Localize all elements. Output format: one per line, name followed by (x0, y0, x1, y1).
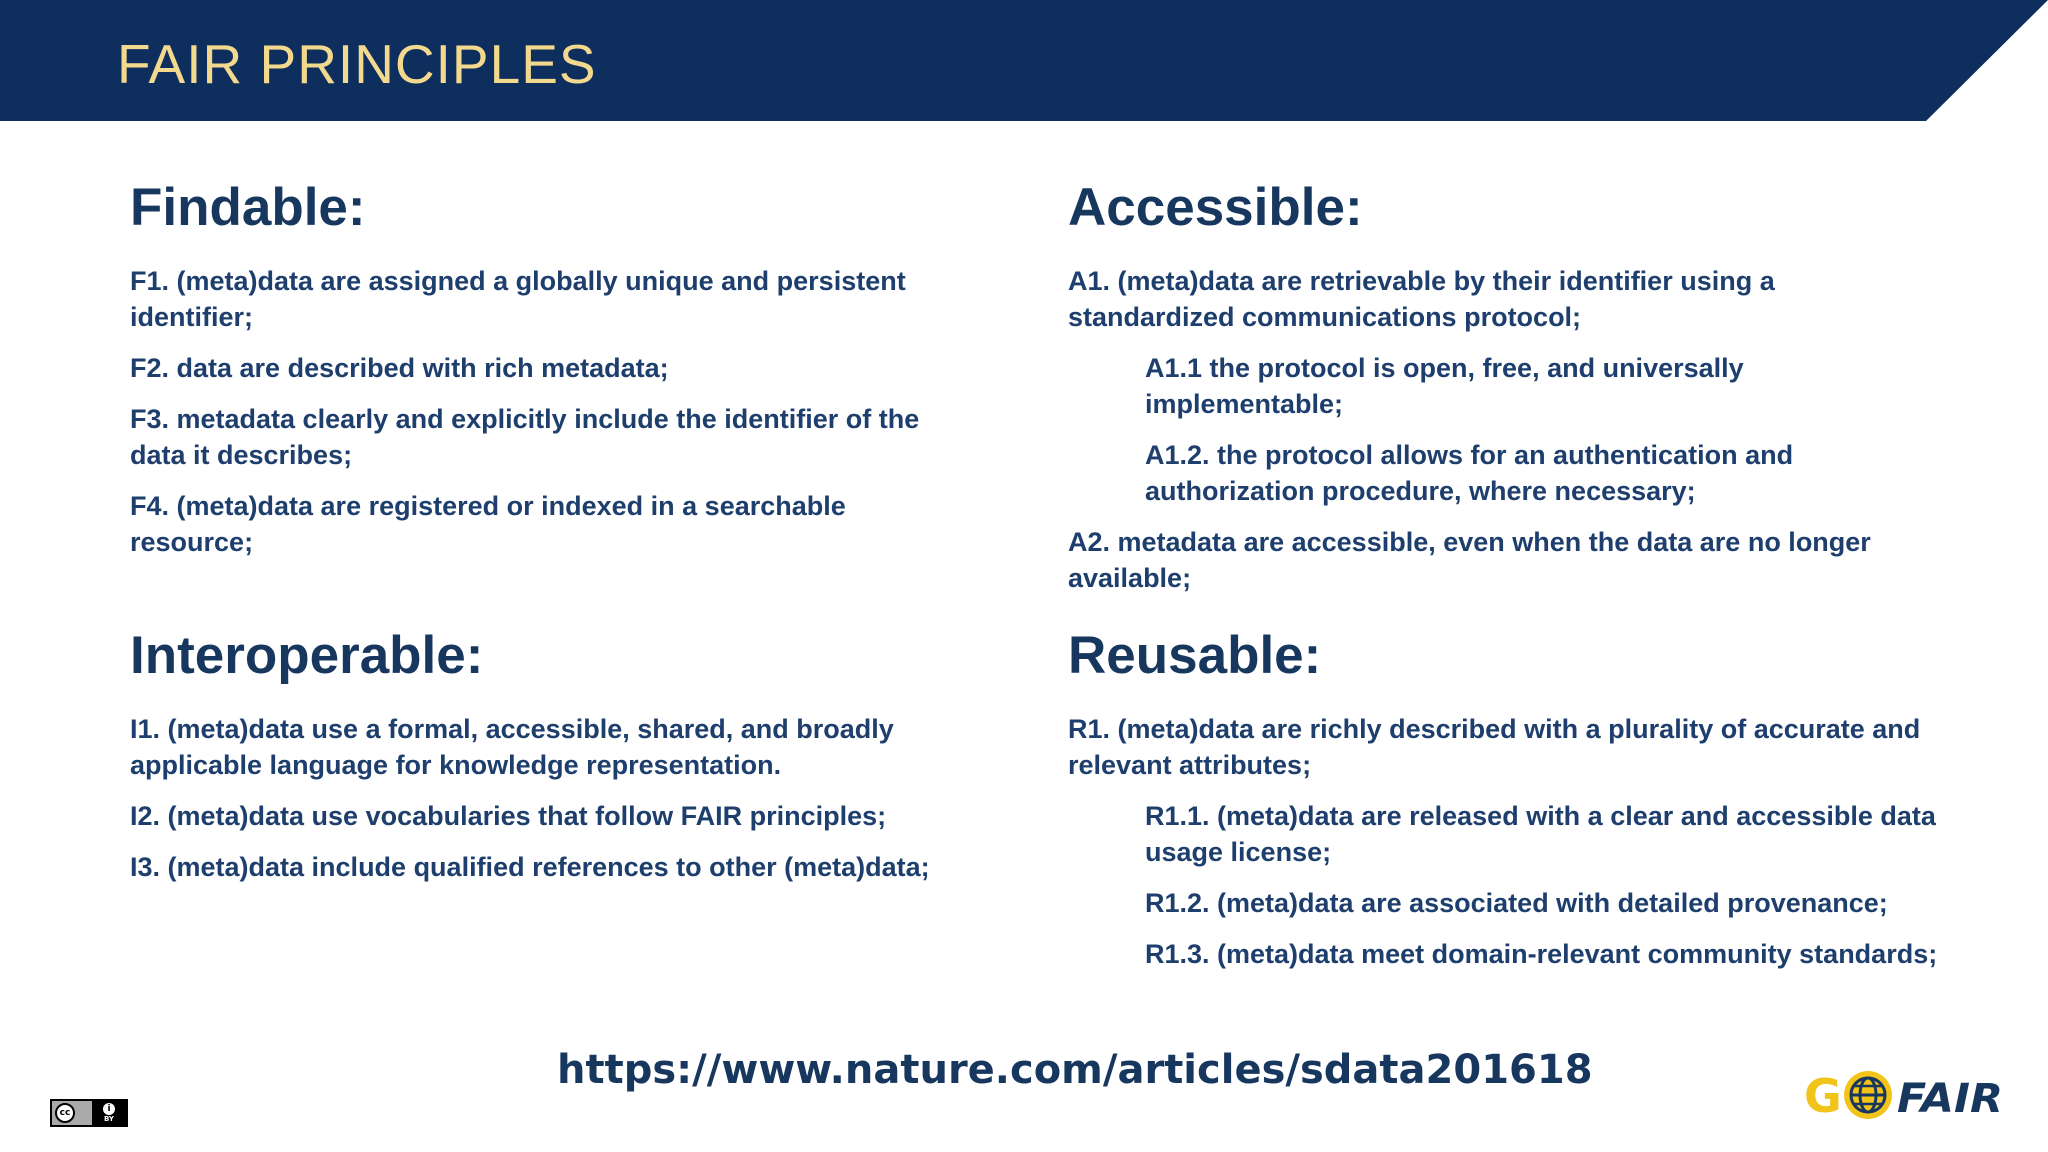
go-fair-logo (1804, 1066, 2006, 1122)
principle-r1-2: R1.2. (meta)data are associated with detailed provenance; (1145, 888, 1888, 918)
principle-r1-3: R1.3. (meta)data meet domain-relevant community standards; (1145, 939, 1938, 969)
principle-i2: I2. (meta)data use vocabularies that follow FAIR principles; (130, 801, 887, 831)
section-heading: Interoperable: (130, 626, 484, 685)
section-accessible (1068, 176, 1948, 611)
principle-i1: I1. (meta)data use a formal, accessible, shared, and broadly applicable language for knowledge representation. (130, 714, 894, 780)
source-link[interactable]: https://www.nature.com/articles/sdata201618 (557, 1047, 1593, 1093)
principle-a1: A1. (meta)data are retrievable by their identifier using a standardized communications protocol; (1068, 266, 1775, 332)
principle-r1-1: R1.1. (meta)data are released with a clear and accessible data usage license; (1145, 801, 1936, 867)
logo-word-fair: FAIR (1897, 1076, 2003, 1122)
cc-by-block (92, 1101, 126, 1125)
cc-by-label: BY (103, 1115, 115, 1123)
section-reusable (1068, 624, 1948, 987)
cc-license-badge[interactable] (50, 1099, 128, 1127)
principle-a1-2: A1.2. the protocol allows for an authentication and authorization procedure, where necessary; (1145, 440, 1794, 506)
principle-r1: R1. (meta)data are richly described with a plurality of accurate and relevant attributes; (1068, 714, 1921, 780)
section-heading: Reusable: (1068, 626, 1322, 685)
principle-i3: I3. (meta)data include qualified references to other (meta)data; (130, 852, 930, 882)
principle-f1: F1. (meta)data are assigned a globally unique and persistent identifier; (130, 266, 906, 332)
section-heading: Findable: (130, 178, 366, 237)
principle-f2: F2. data are described with rich metadata; (130, 353, 669, 383)
principle-f3: F3. metadata clearly and explicitly include the identifier of the data it describes; (130, 404, 920, 470)
attribution-icon: i (103, 1103, 115, 1115)
principle-list (130, 263, 960, 560)
principle-list (1068, 263, 1948, 596)
principle-a1-1: A1.1 the protocol is open, free, and universally implementable; (1145, 353, 1744, 419)
cc-icon: cc (55, 1103, 75, 1123)
page-title: FAIR PRINCIPLES (117, 33, 597, 95)
principle-list (1068, 711, 1948, 972)
principle-a2: A2. metadata are accessible, even when the data are no longer available; (1068, 527, 1871, 593)
section-interoperable (130, 624, 960, 900)
section-findable (130, 176, 960, 575)
principle-f4: F4. (meta)data are registered or indexed in a searchable resource; (130, 491, 846, 557)
logo-letter-g: G (1804, 1069, 1842, 1122)
principle-list (130, 711, 960, 885)
globe-icon (1844, 1071, 1892, 1119)
section-heading: Accessible: (1068, 178, 1363, 237)
